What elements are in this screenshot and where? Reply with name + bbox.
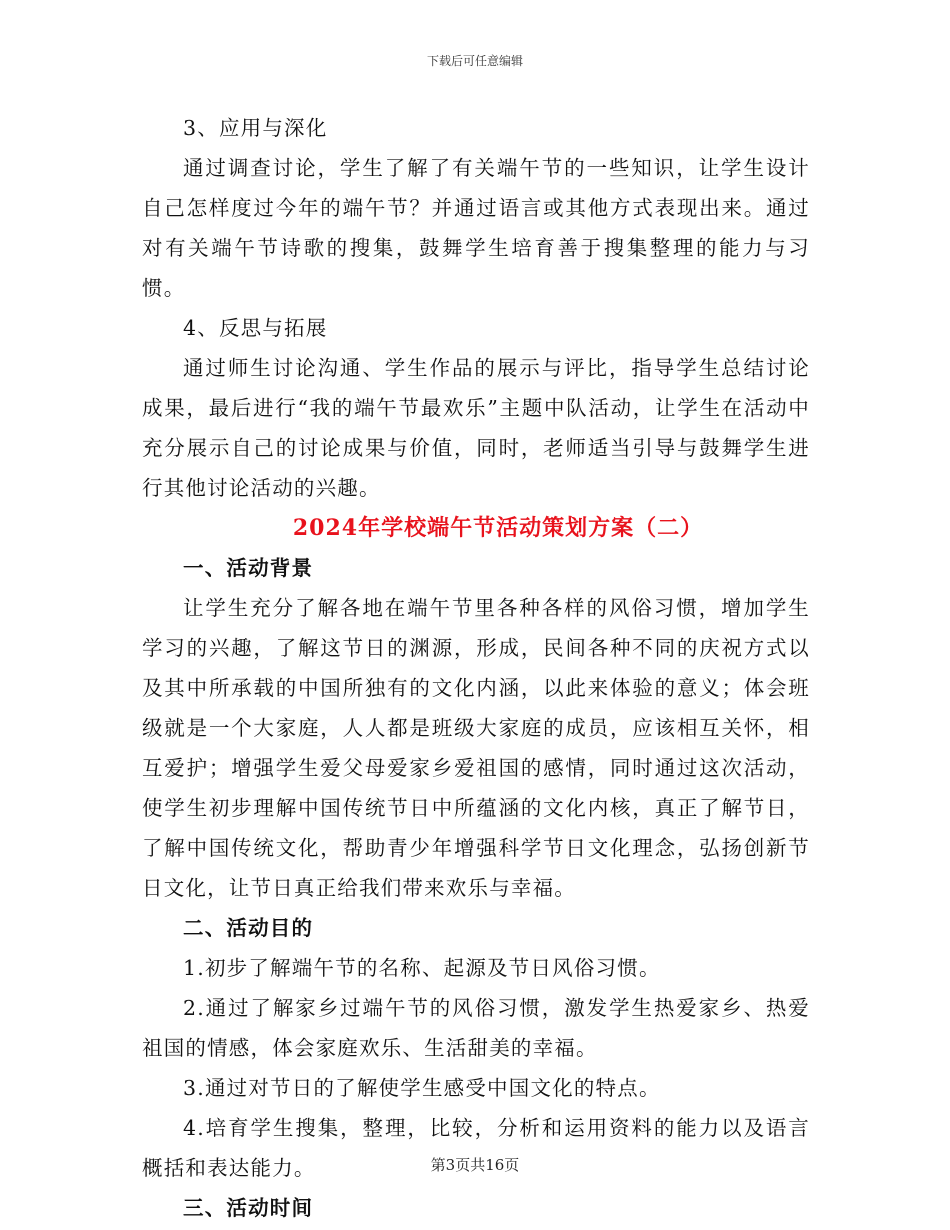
paragraph-background: 让学生充分了解各地在端午节里各种各样的风俗习惯，增加学生学习的兴趣，了解这节日的渊源，形成，民间各种不同的庆祝方式以及其中所承载的中国所独有的文化内涵，以此来体验的意义；体会班级就是一个大家庭，人人都是班级大家庭的成员，应该相互关怀，相互爱护；增强学生爱父母爱家乡爱祖国的感情，同时通过这次活动，使学生初步理解中国传统节日中所蕴涵的文化内核，真正了解节日，了解中国传统文化，帮助青少年增强科学节日文化理念，弘扬创新节日文化，让节日真正给我们带来欢乐与幸福。	[142, 596, 810, 900]
purpose-item-2: 2.通过了解家乡过端午节的风俗习惯，激发学生热爱家乡、热爱祖国的情感，体会家庭欢乐、生活甜美的幸福。	[142, 996, 810, 1060]
paragraph-application: 通过调查讨论，学生了解了有关端午节的一些知识，让学生设计自己怎样度过今年的端午节？并通过语言或其他方式表现出来。通过对有关端午节诗歌的搜集，鼓舞学生培育善于搜集整理的能力与习惯。	[142, 156, 810, 300]
document-body	[142, 108, 810, 1228]
section-heading-purpose: 二、活动目的	[183, 916, 314, 940]
section-heading-background: 一、活动背景	[183, 556, 314, 580]
purpose-item-1: 1.初步了解端午节的名称、起源及节日风俗习惯。	[183, 956, 661, 980]
section-heading-reflection: 4、反思与拓展	[183, 316, 328, 340]
page-number: 第3页共16页	[430, 1156, 520, 1174]
purpose-item-3: 3.通过对节日的了解使学生感受中国文化的特点。	[183, 1076, 661, 1100]
paragraph-reflection: 通过师生讨论沟通、学生作品的展示与评比，指导学生总结讨论成果，最后进行“我的端午节最欢乐”主题中队活动，让学生在活动中充分展示自己的讨论成果与价值，同时，老师适当引导与鼓舞学生进行其他讨论活动的兴趣。	[142, 356, 810, 500]
section-heading-application: 3、应用与深化	[183, 116, 328, 140]
section-heading-time: 三、活动时间	[183, 1196, 314, 1220]
document-title: 2024年学校端午节活动策划方案（二）	[292, 515, 704, 541]
header-note: 下载后可任意编辑	[426, 54, 523, 68]
purpose-item-4: 4.培育学生搜集，整理，比较，分析和运用资料的能力以及语言概括和表达能力。	[142, 1116, 810, 1180]
